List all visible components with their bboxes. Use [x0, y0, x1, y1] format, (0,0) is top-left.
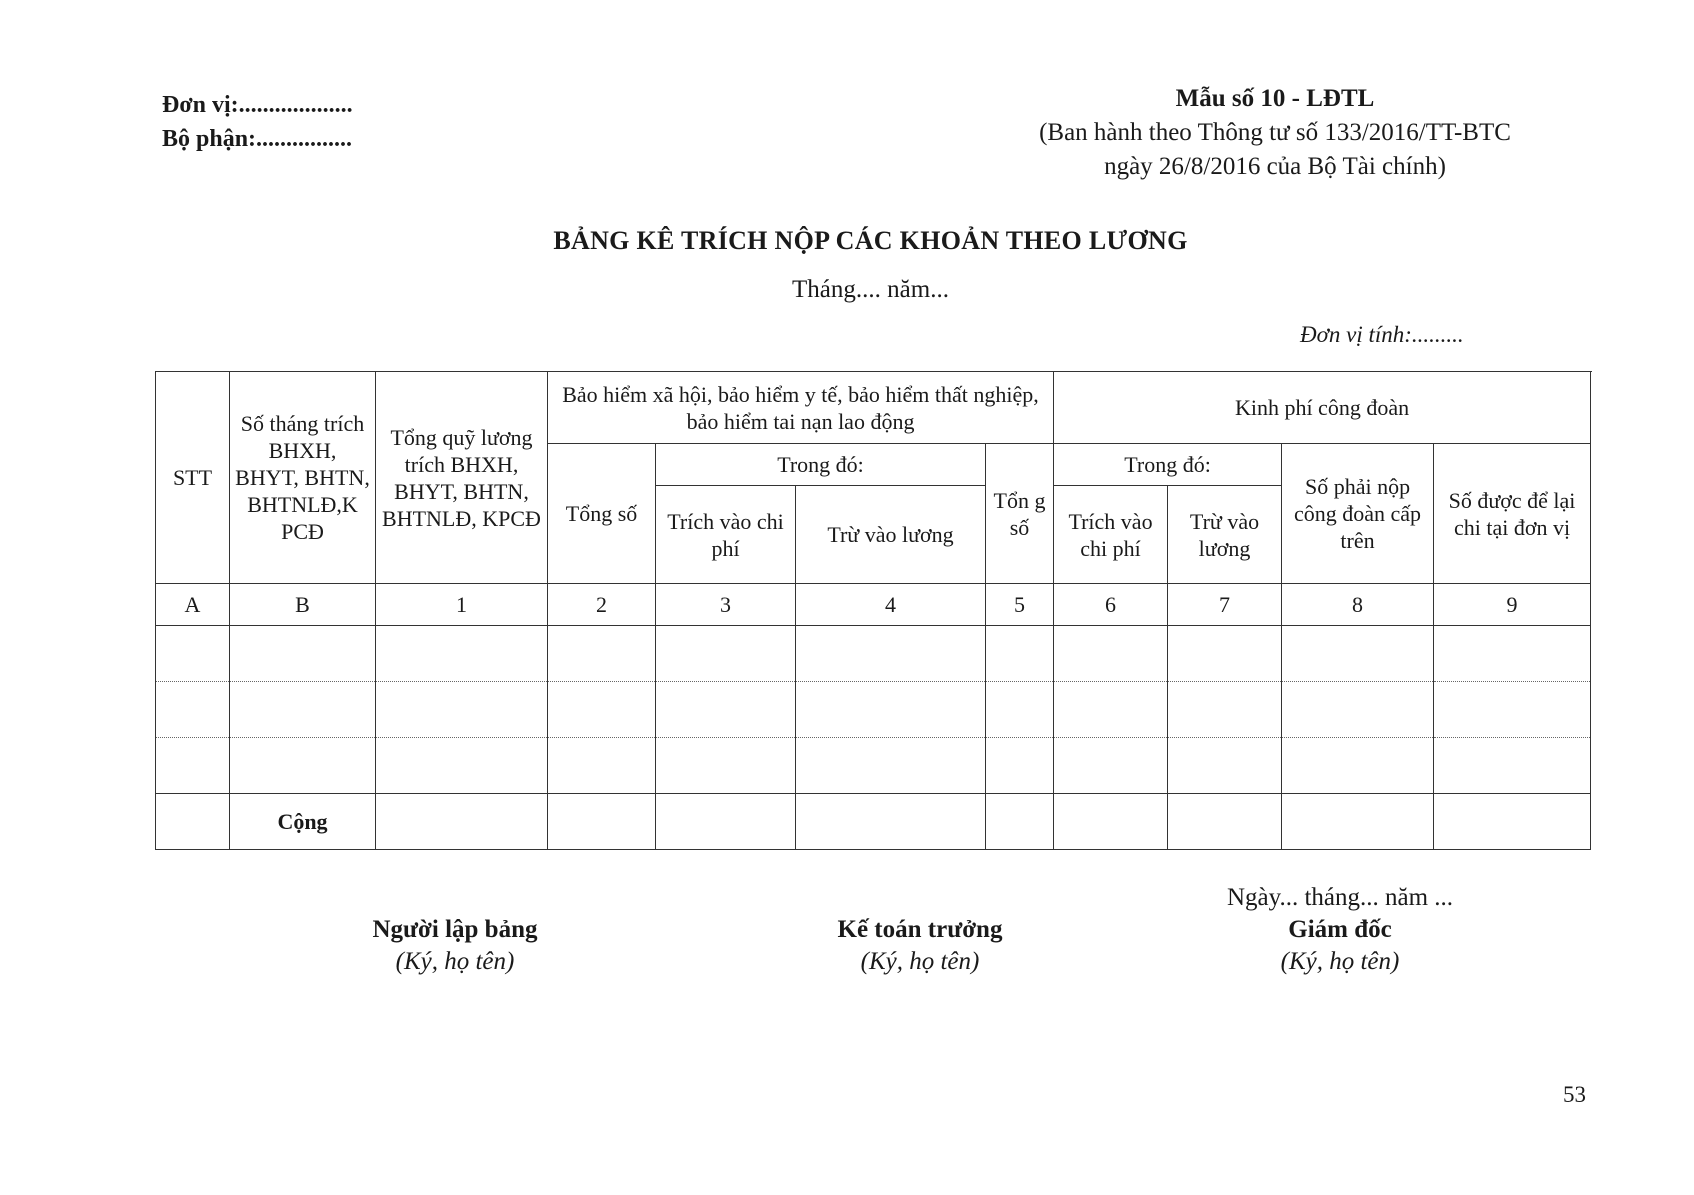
page-number: 53 — [1563, 1082, 1586, 1107]
header-ins-of-which: Trong đó: — [656, 444, 986, 486]
table-cell[interactable] — [1168, 682, 1282, 738]
table-cell[interactable] — [796, 626, 986, 682]
table-cell[interactable] — [656, 626, 796, 682]
table-cell[interactable] — [156, 738, 230, 794]
table-cell[interactable] — [1168, 794, 1282, 850]
index-cell: 6 — [1054, 584, 1168, 626]
table-cell[interactable] — [548, 626, 656, 682]
header-fund: Tổng quỹ lương trích BHXH, BHYT, BHTN, BHTNLĐ, KPCĐ — [376, 372, 548, 584]
header-union-total: Tổn g số — [986, 444, 1054, 584]
table-cell[interactable] — [986, 626, 1054, 682]
table-cell[interactable] — [1434, 626, 1591, 682]
header-stt: STT — [156, 372, 230, 584]
index-cell: 4 — [796, 584, 986, 626]
unit-of-measure: Đơn vị tính:......... — [1300, 322, 1464, 347]
header-ins-expense: Trích vào chi phí — [656, 486, 796, 584]
header-union-expense: Trích vào chi phí — [1054, 486, 1168, 584]
index-cell: A — [156, 584, 230, 626]
table-cell[interactable] — [1054, 682, 1168, 738]
header-ins-total: Tổng số — [548, 444, 656, 584]
table-cell[interactable] — [1282, 738, 1434, 794]
table-cell[interactable] — [986, 738, 1054, 794]
table-cell[interactable] — [796, 738, 986, 794]
table-cell[interactable] — [156, 626, 230, 682]
index-row — [156, 584, 1591, 626]
date-line: Ngày... tháng... năm ... — [1226, 884, 1454, 911]
table-cell[interactable] — [156, 682, 230, 738]
unit-label: Đơn vị:................... — [162, 92, 353, 118]
table-row — [156, 682, 1591, 738]
header-ins-salary: Trừ vào lương — [796, 486, 986, 584]
signature-accountant — [720, 914, 1120, 978]
signature-director — [1170, 882, 1510, 978]
department-label: Bộ phận:................ — [162, 126, 353, 152]
header-union-group: Kinh phí công đoàn — [1054, 372, 1591, 444]
table-cell[interactable] — [986, 794, 1054, 850]
table-cell[interactable] — [548, 738, 656, 794]
preparer-sign-hint: (Ký, họ tên) — [395, 948, 515, 975]
index-cell: 3 — [656, 584, 796, 626]
index-cell: B — [230, 584, 376, 626]
table-cell[interactable] — [230, 626, 376, 682]
table-cell[interactable] — [1282, 682, 1434, 738]
header-union-of-which: Trong đó: — [1054, 444, 1282, 486]
table-cell[interactable] — [230, 738, 376, 794]
table-cell[interactable] — [1434, 682, 1591, 738]
index-cell: 8 — [1282, 584, 1434, 626]
table-cell[interactable] — [1282, 794, 1434, 850]
table-cell[interactable] — [376, 682, 548, 738]
accountant-role: Kế toán trưởng — [837, 916, 1003, 943]
table-row — [156, 738, 1591, 794]
index-cell: 1 — [376, 584, 548, 626]
header-insurance-group: Bảo hiểm xã hội, bảo hiểm y tế, bảo hiểm thất nghiệp, bảo hiểm tai nạn lao động — [548, 372, 1054, 444]
table-cell[interactable] — [986, 682, 1054, 738]
header-union-retained: Số được để lại chi tại đơn vị — [1434, 444, 1591, 584]
header-union-payable: Số phải nộp công đoàn cấp trên — [1282, 444, 1434, 584]
preparer-role: Người lập bảng — [372, 916, 538, 943]
table-cell[interactable] — [796, 794, 986, 850]
table-cell[interactable] — [796, 682, 986, 738]
index-cell: 5 — [986, 584, 1054, 626]
table-cell[interactable] — [656, 794, 796, 850]
table-cell[interactable] — [1434, 794, 1591, 850]
header-row-1 — [156, 372, 1591, 444]
director-role: Giám đốc — [1288, 916, 1392, 943]
table-cell[interactable] — [1054, 626, 1168, 682]
table-cell[interactable] — [376, 738, 548, 794]
table-cell[interactable] — [376, 626, 548, 682]
table-cell[interactable] — [1434, 738, 1591, 794]
header-union-salary: Trừ vào lương — [1168, 486, 1282, 584]
document-title: BẢNG KÊ TRÍCH NỘP CÁC KHOẢN THEO LƯƠNG — [553, 226, 1188, 255]
form-basis-line2: ngày 26/8/2016 của Bộ Tài chính) — [1104, 153, 1446, 180]
director-sign-hint: (Ký, họ tên) — [1280, 948, 1400, 975]
header-months: Số tháng trích BHXH, BHYT, BHTN, BHTNLĐ,K PCĐ — [230, 372, 376, 584]
table-cell[interactable] — [230, 682, 376, 738]
table-cell[interactable] — [656, 738, 796, 794]
unit-info — [162, 88, 353, 156]
index-cell: 7 — [1168, 584, 1282, 626]
total-label: Cộng — [230, 794, 376, 850]
table-cell[interactable] — [1168, 626, 1282, 682]
index-cell: 2 — [548, 584, 656, 626]
contribution-table — [155, 371, 1591, 850]
accountant-sign-hint: (Ký, họ tên) — [860, 948, 980, 975]
table-cell[interactable] — [376, 794, 548, 850]
table-cell[interactable] — [1282, 626, 1434, 682]
form-basis-line1: (Ban hành theo Thông tư số 133/2016/TT-BTC — [1039, 119, 1511, 146]
table-cell[interactable] — [548, 794, 656, 850]
table-cell[interactable] — [1054, 794, 1168, 850]
index-cell: 9 — [1434, 584, 1591, 626]
table-cell[interactable] — [1168, 738, 1282, 794]
total-row — [156, 794, 1591, 850]
form-info — [960, 82, 1590, 184]
table-cell[interactable] — [156, 794, 230, 850]
signature-preparer — [290, 914, 620, 978]
form-code: Mẫu số 10 - LĐTL — [1175, 85, 1375, 112]
table-cell[interactable] — [548, 682, 656, 738]
table-cell[interactable] — [1054, 738, 1168, 794]
document-period: Tháng.... năm... — [792, 276, 949, 303]
table-cell[interactable] — [656, 682, 796, 738]
table-row — [156, 626, 1591, 682]
